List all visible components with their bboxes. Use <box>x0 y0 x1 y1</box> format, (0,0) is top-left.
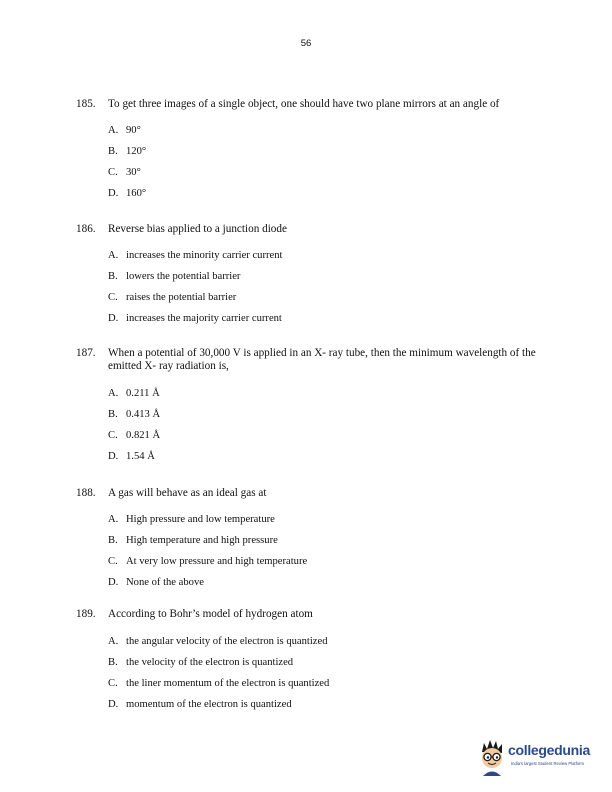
option-d <box>108 577 556 589</box>
option-letter: C. <box>108 291 118 303</box>
option-c <box>108 292 556 304</box>
option-b <box>108 146 556 158</box>
option-letter: B. <box>108 534 118 546</box>
option-text: 90° <box>126 124 141 136</box>
option-c <box>108 678 556 690</box>
option-text: High temperature and high pressure <box>126 534 278 546</box>
option-letter: D. <box>108 312 119 324</box>
option-text: 0.413 Å <box>126 409 161 420</box>
option-text: 0.211 Å <box>126 388 160 399</box>
mascot-icon <box>478 738 508 778</box>
option-text: 1.54 Å <box>126 451 155 462</box>
option-d <box>108 188 556 200</box>
option-text: High pressure and low temperature <box>126 513 275 525</box>
option-letter: C. <box>108 166 118 178</box>
option-text: lowers the potential barrier <box>126 270 241 282</box>
option-b <box>108 271 556 283</box>
option-d <box>108 699 556 711</box>
question-text: Reverse bias applied to a junction diode <box>108 223 287 235</box>
option-letter: D. <box>108 576 119 588</box>
option-b <box>108 409 556 421</box>
option-b <box>108 657 556 669</box>
question-number: 189. <box>76 608 96 620</box>
option-letter: A. <box>108 249 119 261</box>
option-text: increases the majority carrier current <box>126 312 282 324</box>
option-text: raises the potential barrier <box>126 291 237 303</box>
option-text: None of the above <box>126 576 204 588</box>
option-text: increases the minority carrier current <box>126 249 283 261</box>
question-number: 187. <box>76 347 96 359</box>
option-a <box>108 125 556 137</box>
option-list <box>108 125 556 200</box>
option-letter: D. <box>108 187 119 199</box>
question-188 <box>76 487 556 598</box>
option-c <box>108 556 556 568</box>
option-letter: C. <box>108 677 118 689</box>
option-d <box>108 451 556 463</box>
option-letter: A. <box>108 388 119 399</box>
option-text: the liner momentum of the electron is quantized <box>126 677 330 689</box>
option-c <box>108 167 556 179</box>
question-text: To get three images of a single object, one should have two plane mirrors at an angle of <box>108 98 500 110</box>
option-c <box>108 430 556 442</box>
option-letter: B. <box>108 656 118 668</box>
brand-name: collegedunia <box>508 742 590 758</box>
option-b <box>108 535 556 547</box>
option-text: 30° <box>126 166 141 178</box>
option-letter: B. <box>108 409 118 420</box>
option-letter: B. <box>108 270 118 282</box>
question-text: A gas will behave as an ideal gas at <box>108 487 267 499</box>
option-text: 120° <box>126 145 147 157</box>
question-text: When a potential of 30,000 V is applied in an X- ray tube, then the minimum wavelength of the emitted X- ray radiation is, <box>108 347 536 372</box>
option-letter: C. <box>108 430 118 441</box>
option-text: the angular velocity of the electron is quantized <box>126 635 328 647</box>
option-list <box>108 636 556 711</box>
question-number: 185. <box>76 98 96 110</box>
question-187 <box>76 347 556 472</box>
option-letter: A. <box>108 513 119 525</box>
option-list <box>108 388 556 463</box>
page-number: 56 <box>300 38 312 49</box>
question-number: 188. <box>76 487 96 499</box>
option-letter: D. <box>108 698 119 710</box>
question-185 <box>76 98 556 209</box>
option-text: 160° <box>126 187 147 199</box>
option-text: At very low pressure and high temperature <box>126 555 308 567</box>
option-text: 0.821 Å <box>126 430 161 441</box>
option-a <box>108 514 556 526</box>
option-d <box>108 313 556 325</box>
option-a <box>108 250 556 262</box>
option-list <box>108 250 556 325</box>
brand-tagline: India's largest Student Review Platform <box>511 761 584 766</box>
option-letter: D. <box>108 451 119 462</box>
option-a <box>108 388 556 400</box>
option-text: momentum of the electron is quantized <box>126 698 292 710</box>
option-a <box>108 636 556 648</box>
option-list <box>108 514 556 589</box>
option-letter: A. <box>108 635 119 647</box>
option-letter: C. <box>108 555 118 567</box>
question-189 <box>76 608 556 720</box>
collegedunia-logo <box>478 738 608 778</box>
question-186 <box>76 223 556 334</box>
option-letter: A. <box>108 124 119 136</box>
option-text: the velocity of the electron is quantized <box>126 656 294 668</box>
option-letter: B. <box>108 145 118 157</box>
question-number: 186. <box>76 223 96 235</box>
question-text: According to Bohr’s model of hydrogen atom <box>108 608 313 620</box>
